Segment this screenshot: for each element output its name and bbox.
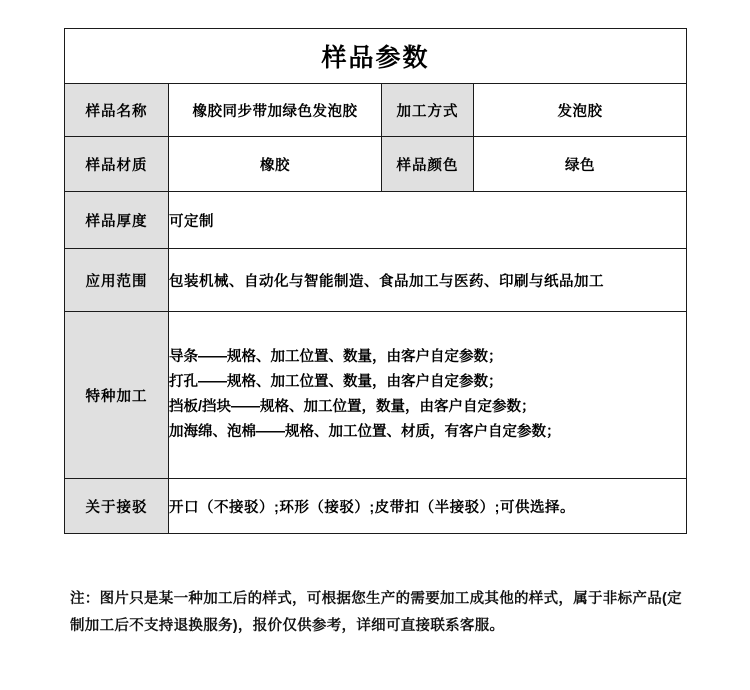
label-sample-material: 样品材质 xyxy=(65,137,169,192)
label-sample-color: 样品颜色 xyxy=(382,137,474,192)
table-row-application xyxy=(65,249,687,312)
value-about-joining: 开口（不接驳）;环形（接驳）;皮带扣（半接驳）;可供选择。 xyxy=(169,479,687,534)
special-processing-line-1: 导条——规格、加工位置、数量，由客户自定参数； xyxy=(169,349,503,365)
table-row-material xyxy=(65,137,687,192)
sample-parameters-table xyxy=(64,28,687,534)
table-row-name xyxy=(65,84,687,137)
value-sample-thickness: 可定制 xyxy=(169,192,687,249)
value-process-method: 发泡胶 xyxy=(474,84,687,137)
page-title: 样品参数 xyxy=(65,29,687,84)
table-row-title xyxy=(65,29,687,84)
special-processing-line-2: 打孔——规格、加工位置、数量，由客户自定参数； xyxy=(169,374,503,390)
special-processing-line-4: 加海绵、泡棉——规格、加工位置、材质，有客户自定参数； xyxy=(169,424,561,440)
footer-note: 注：图片只是某一种加工后的样式，可根据您生产的需要加工成其他的样式，属于非标产品(定制加工后不支持退换服务)，报价仅供参考，详细可直接联系客服。 xyxy=(70,591,682,634)
special-processing-line-3: 挡板/挡块——规格、加工位置，数量，由客户自定参数； xyxy=(169,399,536,415)
label-sample-thickness: 样品厚度 xyxy=(65,192,169,249)
label-about-joining: 关于接驳 xyxy=(65,479,169,534)
value-sample-name: 橡胶同步带加绿色发泡胶 xyxy=(169,84,382,137)
table-row-joining xyxy=(65,479,687,534)
label-special-processing: 特种加工 xyxy=(65,312,169,479)
table-row-special-processing xyxy=(65,312,687,479)
table-row-thickness xyxy=(65,192,687,249)
value-application-scope: 包装机械、自动化与智能制造、食品加工与医药、印刷与纸品加工 xyxy=(169,249,687,312)
label-application-scope: 应用范围 xyxy=(65,249,169,312)
label-process-method: 加工方式 xyxy=(382,84,474,137)
label-sample-name: 样品名称 xyxy=(65,84,169,137)
value-sample-material: 橡胶 xyxy=(169,137,382,192)
value-special-processing xyxy=(169,312,687,479)
value-sample-color: 绿色 xyxy=(474,137,687,192)
